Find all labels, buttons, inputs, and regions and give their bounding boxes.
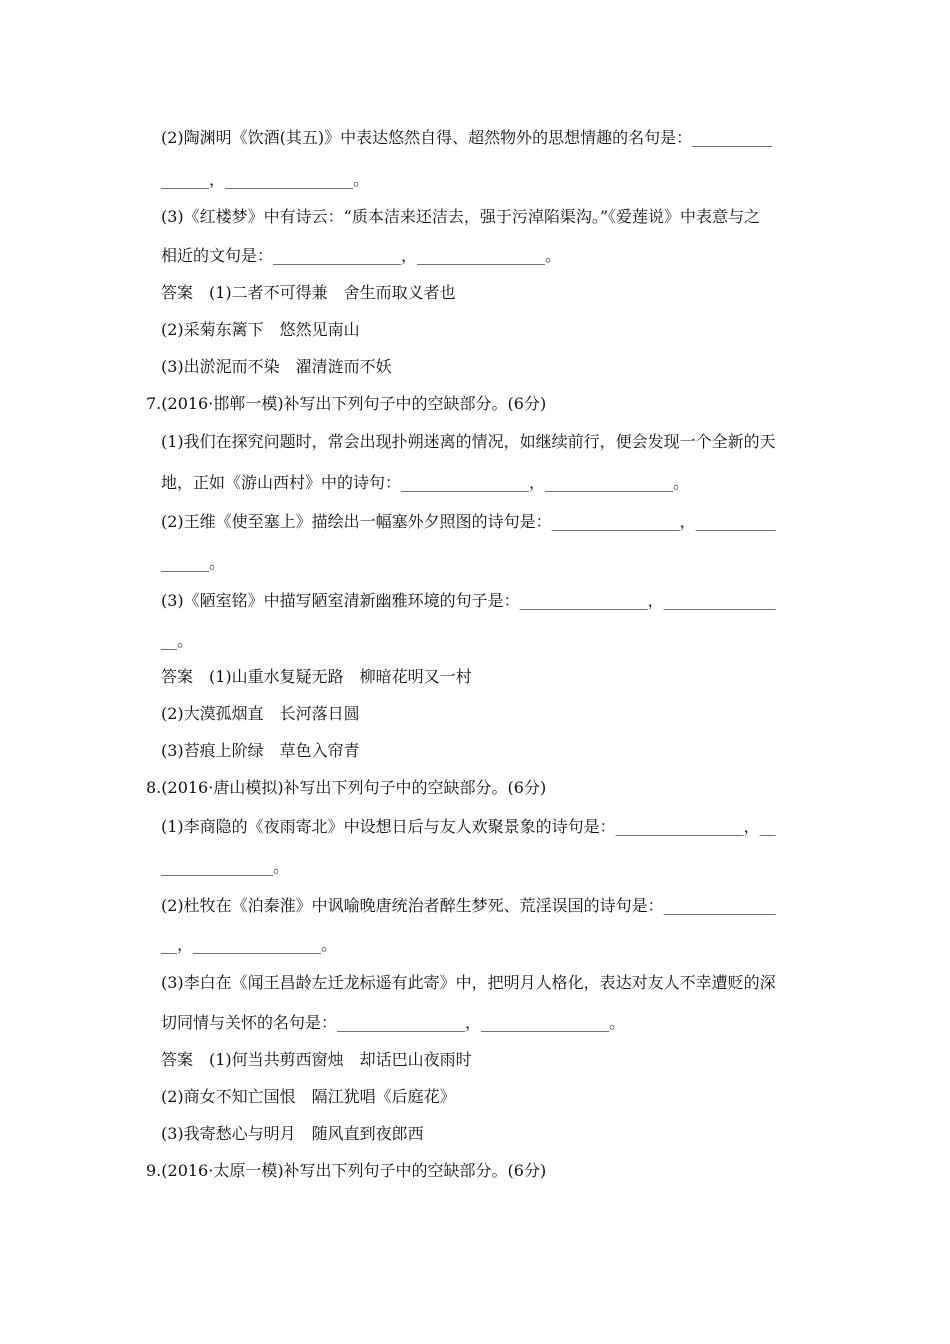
text-line: 地，正如《游山西村》中的诗句：________________，________________。 [161, 473, 690, 492]
answer-line: (3)我寄愁心与明月 随风直到夜郎西 [161, 1124, 424, 1143]
answer-line: (3)苔痕上阶绿 草色入帘青 [161, 741, 360, 760]
answer-line: (2)采菊东篱下 悠然见南山 [161, 320, 360, 339]
text-line: (3)《陋室铭》中描写陋室清新幽雅环境的句子是：________________，______________ [161, 591, 776, 610]
text-line: (1)我们在探究问题时，常会出现扑朔迷离的情况，如继续前行，便会发现一个全新的天 [161, 432, 776, 451]
question-heading: 9.(2016·太原一模)补写出下列句子中的空缺部分。(6分) [146, 1161, 547, 1180]
text-line: ______。 [161, 553, 226, 572]
text-line: (3)《红楼梦》中有诗云：“质本洁来还洁去，强于污淖陷渠沟。”《爱莲说》中表意与之 [161, 207, 761, 226]
text-line: __。 [161, 631, 194, 650]
text-line: (1)李商隐的《夜雨寄北》中设想日后与友人欢聚景象的诗句是：________________，__ [161, 817, 776, 836]
text-line: 切同情与关怀的名句是：________________，________________。 [161, 1013, 626, 1032]
answer-line: 答案 (1)山重水复疑无路 柳暗花明又一村 [161, 667, 472, 686]
answer-line: (2)大漠孤烟直 长河落日圆 [161, 704, 360, 723]
text-line: __，________________。 [161, 935, 338, 954]
answer-line: 答案 (1)二者不可得兼 舍生而取义者也 [161, 283, 456, 302]
answer-line: 答案 (1)何当共剪西窗烛 却话巴山夜雨时 [161, 1050, 472, 1069]
question-heading: 8.(2016·唐山模拟)补写出下列句子中的空缺部分。(6分) [146, 778, 547, 797]
text-line: 相近的文句是：________________，________________。 [161, 246, 562, 265]
answer-line: (2)商女不知亡国恨 隔江犹唱《后庭花》 [161, 1087, 456, 1106]
text-line: ______________。 [161, 857, 290, 876]
text-line: (2)王维《使至塞上》描绘出一幅塞外夕照图的诗句是：________________，__________ [161, 512, 776, 531]
text-line: (2)陶渊明《饮酒(其五)》中表达悠然自得、超然物外的思想情趣的名句是：__________ [161, 128, 773, 147]
question-heading: 7.(2016·邯郸一模)补写出下列句子中的空缺部分。(6分) [146, 394, 547, 413]
text-line: (3)李白在《闻王昌龄左迁龙标遥有此寄》中，把明月人格化，表达对友人不幸遭贬的深 [161, 973, 776, 992]
answer-line: (3)出淤泥而不染 濯清涟而不妖 [161, 357, 392, 376]
text-line: ______，________________。 [161, 170, 370, 189]
text-line: (2)杜牧在《泊秦淮》中讽喻晚唐统治者醉生梦死、荒淫误国的诗句是：______________ [161, 896, 776, 915]
